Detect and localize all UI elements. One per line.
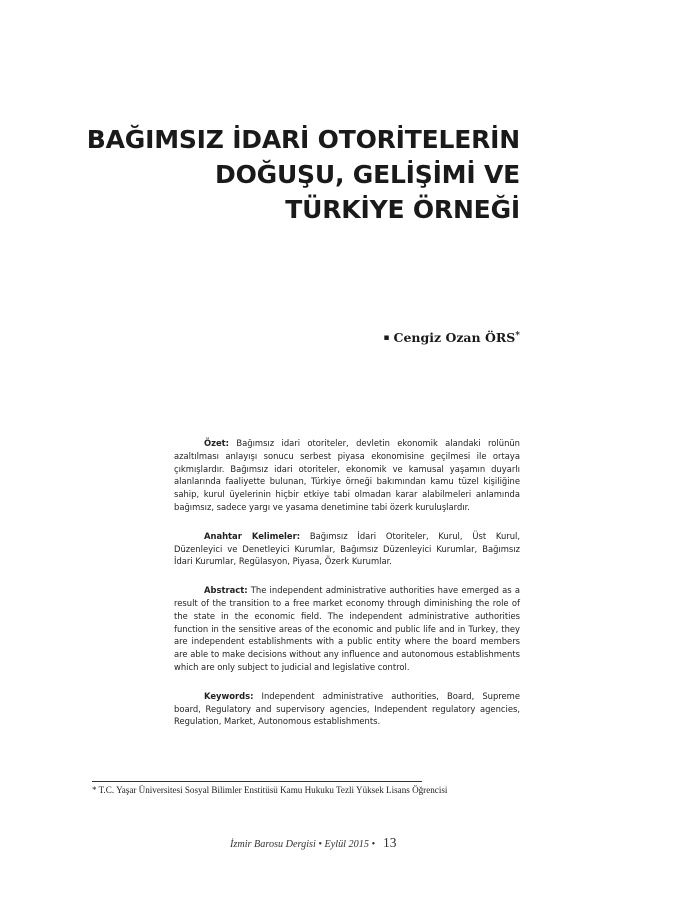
title-line-3: TÜRKİYE ÖRNEĞİ bbox=[285, 195, 520, 224]
author-bullet-icon: ▪ bbox=[383, 333, 390, 343]
title-line-2: DOĞUŞU, GELİŞİMİ VE bbox=[215, 160, 520, 189]
author-name: Cengiz Ozan ÖRS bbox=[393, 330, 516, 345]
keywords-tr-text: Bağımsız İdari Otoriteler, Kurul, Üst Kurul, Düzenleyici ve Denetleyici Kurumlar, Bağımsız Düzenleyici Kurumlar, Bağımsız İdari Kurumlar, Regülasyon, Piyasa, Özerk Kurumlar. bbox=[174, 530, 520, 567]
author-line bbox=[300, 330, 520, 345]
keywords-en-paragraph bbox=[174, 690, 520, 728]
abstract-en-paragraph bbox=[174, 584, 520, 674]
journal-name: İzmir Barosu Dergisi • Eylül 2015 • bbox=[230, 839, 376, 850]
keywords-tr-paragraph bbox=[174, 530, 520, 568]
abstract-tr-text: Bağımsız idari otoriteler, devletin ekonomik alandaki rolünün azaltılması anlayışı sonucu serbest piyasa ekonomisine geçilmesi ile ortaya çıkmışlardır. Bağımsız idari otoriteler, ekonomik ve kamusal yaşamın duyarlı alanlarında faaliyette bulunan, Türkiye örneği bakımından kamu tüzel kişiliğine sahip, kurul üyelerinin hiçbir etkiye tabi olmadan karar alabilmeleri anlamında bağımsız, sadece yargı ve yasama denetimine tabi özerk kuruluşlardır. bbox=[174, 438, 520, 512]
page-footer bbox=[230, 834, 397, 852]
abstract-en-text: The independent administrative authorities have emerged as a result of the transition to a free market economy through diminishing the role of the state in the economic field. The independent administrative authorities function in the sensitive areas of the economic and public life and in Turkey, they are independent establishments with a public entity where the board members are able to make decisions without any influence and autonomous establishments which are only subject to judicial and legislative control. bbox=[174, 585, 520, 672]
abstract-en-label: Abstract: bbox=[204, 585, 248, 596]
keywords-tr-label: Anahtar Kelimeler: bbox=[204, 530, 301, 541]
abstract-tr-paragraph bbox=[174, 437, 520, 514]
abstract-section bbox=[174, 437, 520, 744]
article-title bbox=[60, 122, 520, 227]
author-footnote-marker: * bbox=[515, 331, 520, 341]
footnote-divider bbox=[92, 781, 422, 782]
abstract-tr-label: Özet: bbox=[204, 438, 230, 448]
footnote-marker: * bbox=[92, 785, 97, 795]
title-line-1: BAĞIMSIZ İDARİ OTORİTELERİN bbox=[86, 125, 520, 154]
footnote-text: T.C. Yaşar Üniversitesi Sosyal Bilimler Enstitüsü Kamu Hukuku Tezli Yüksek Lisans Öğrencisi bbox=[98, 785, 448, 795]
footnote bbox=[92, 785, 447, 795]
page-number: 13 bbox=[383, 835, 397, 850]
keywords-en-text: Independent administrative authorities, Board, Supreme board, Regulatory and supervisory agencies, Independent regulatory agencies, Regulation, Market, Autonomous establishments. bbox=[174, 690, 520, 727]
keywords-en-label: Keywords: bbox=[204, 690, 254, 701]
